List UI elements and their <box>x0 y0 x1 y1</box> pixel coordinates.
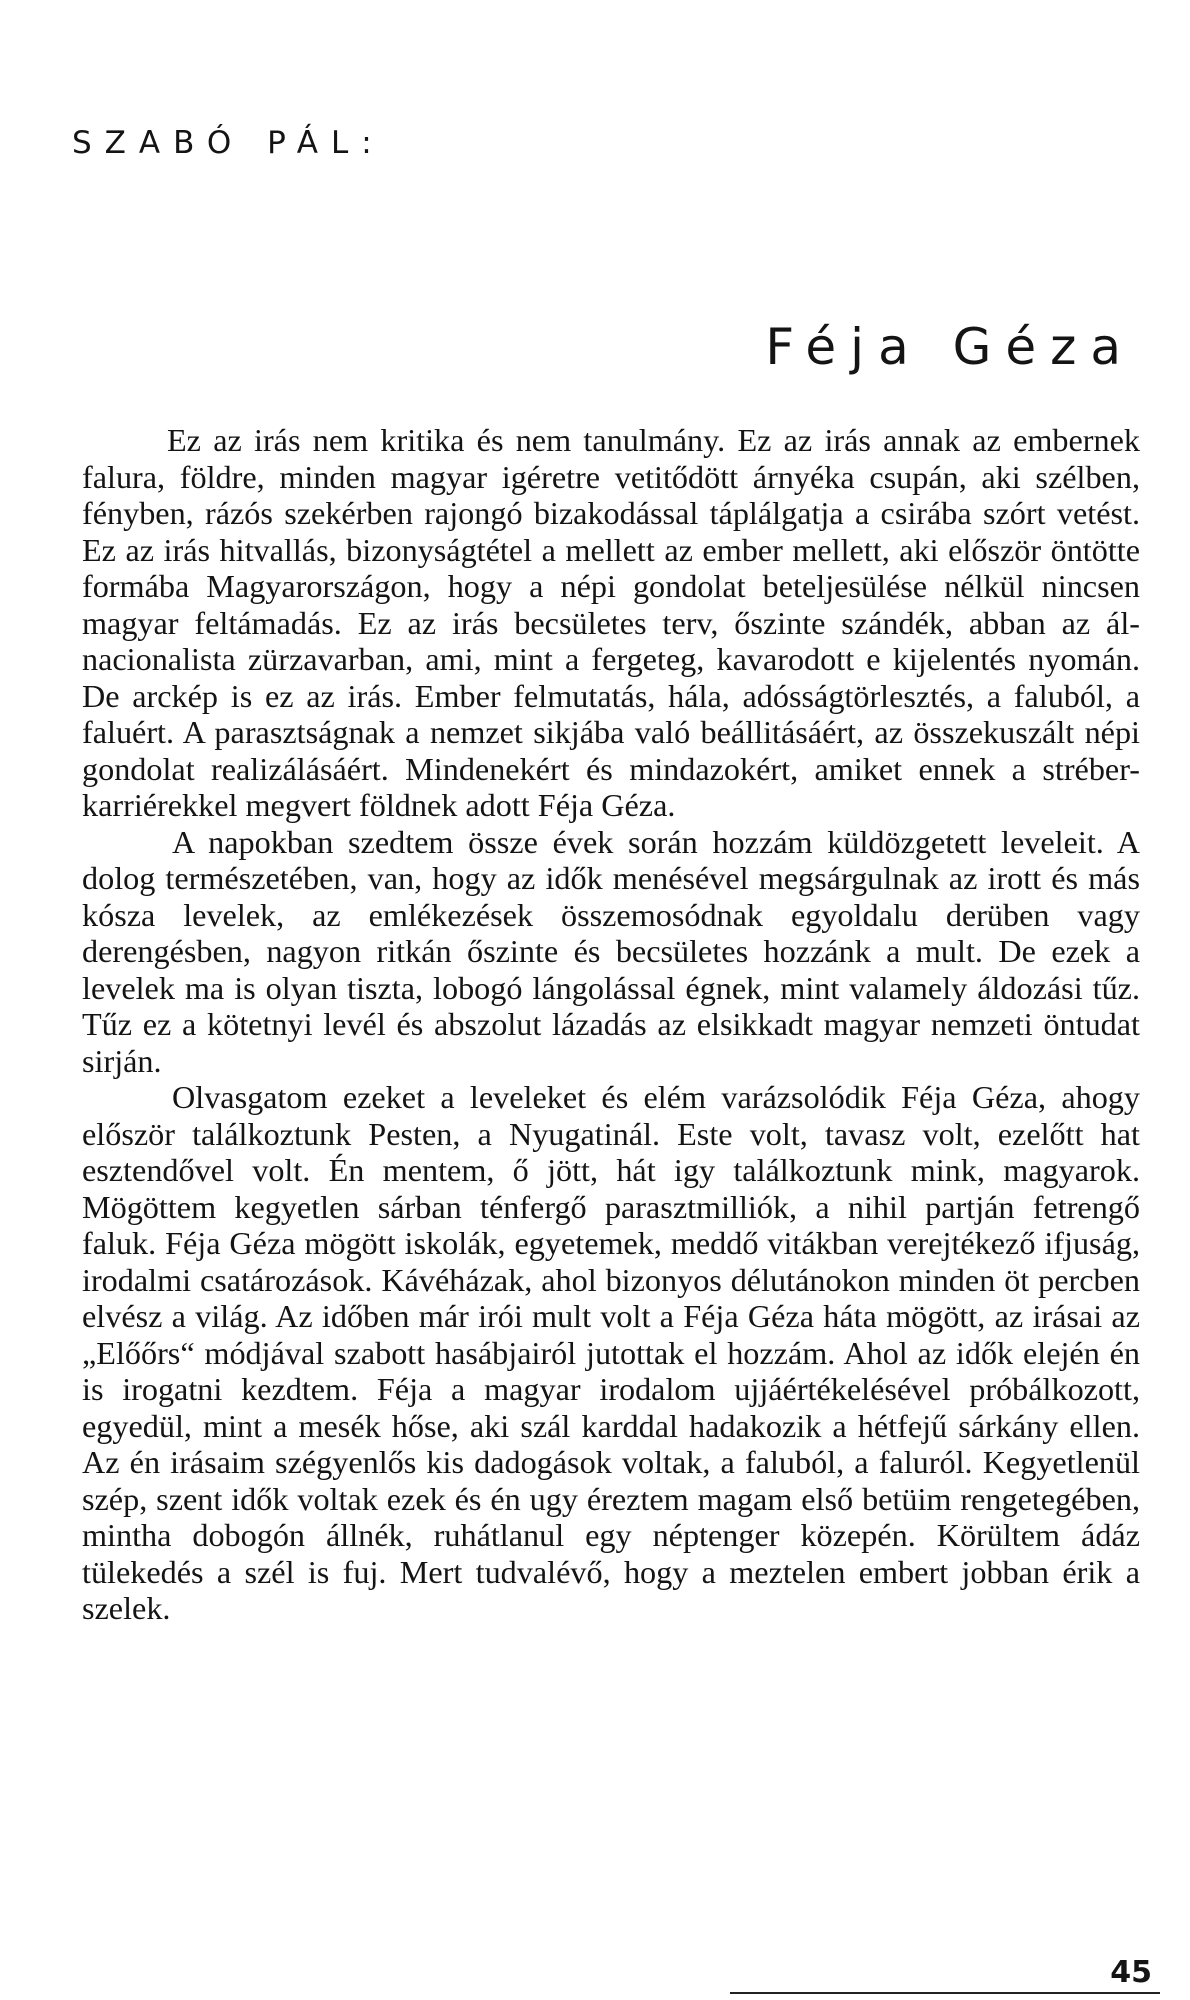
footer-rule <box>730 1992 1160 1994</box>
article-title: Féja Géza <box>765 318 1135 376</box>
paragraph: A napokban szedtem össze évek során hozzám küldözgetett leveleit. A dolog természetében, van, hogy az idők menésével megsárgulnak az irott és más kósza levelek, az emlékezések összemosódnak egyoldalu derüben vagy derengésben, nagyon ritkán őszinte és becsületes hozzánk a mult. De ezek a levelek ma is olyan tiszta, lobogó lángolással égnek, mint valamely áldozási tűz. Tűz ez a kötetnyi levél és abszolut lázadás az elsikkadt magyar nemzeti öntudat sirján. <box>82 823 1140 1079</box>
paragraph: Olvasgatom ezeket a leveleket és elém varázsolódik Féja Géza, ahogy először találkoztunk Pesten, a Nyugatinál. Este volt, tavasz volt, ezelőtt hat esztendővel volt. Én mentem, ő jött, hát igy találkoztunk mink, magyarok. Mögöttem kegyetlen sárban ténfergő parasztmilliók, a nihil partján fetrengő faluk. Féja Géza mögött iskolák, egyetemek, meddő vitákban verejtékező ifjuság, irodalmi csatározások. Kávéházak, ahol bizonyos délutánokon minden öt percben elvész a világ. Az időben már irói mult volt a Féja Géza háta mögött, az irásai az „Előőrs“ módjával szabott hasábjairól jutottak el hozzám. Ahol az idők elején én is irogatni kezdtem. Féja a magyar irodalom ujjáértékelésével próbálkozott, egyedül, mint a mesék hőse, aki szál karddal hadakozik a hétfejű sárkány ellen. Az én irásaim szégyenlős kis dadogások voltak, a faluból, a faluról. Kegyetlenül szép, szent idők voltak ezek és én ugy éreztem magam első betüim rengetegében, mintha dobogón állnék, ruhátlanul egy néptenger közepén. Körültem ádáz tülekedés a szél is fuj. Mert tudvalévő, hogy a meztelen embert jobban érik a szelek. <box>82 1079 1140 1626</box>
paragraph: Ez az irás nem kritika és nem tanulmány. Ez az irás annak az embernek falura, földre, minden magyar igéretre vetitődött árnyéka csupán, aki szélben, fényben, rázós szekérben rajongó bizakodással táplálgatja a csirába szórt vetést. Ez az irás hitvallás, bizonyságtétel a mellett az ember mellett, aki először öntötte formába Magyarországon, hogy a népi gondolat beteljesülése nélkül nincsen magyar feltámadás. Ez az irás becsületes terv, őszinte szándék, abban az ál-nacionalista zürzavarban, ami, mint a fergeteg, kavarodott e kijelentés nyomán. De arckép is ez az irás. Ember felmutatás, hála, adósságtörlesztés, a faluból, a faluért. A parasztságnak a nemzet sikjába való beállitásáért, az összekuszált népi gondolat realizálásáért. Mindenekért és mindazokért, amiket ennek a stréber-karriérekkel megvert földnek adott Féja Géza. <box>82 422 1140 823</box>
article-body <box>82 422 1140 1627</box>
author-heading: SZABÓ PÁL: <box>72 125 385 161</box>
page-number: 45 <box>1110 1955 1152 1990</box>
